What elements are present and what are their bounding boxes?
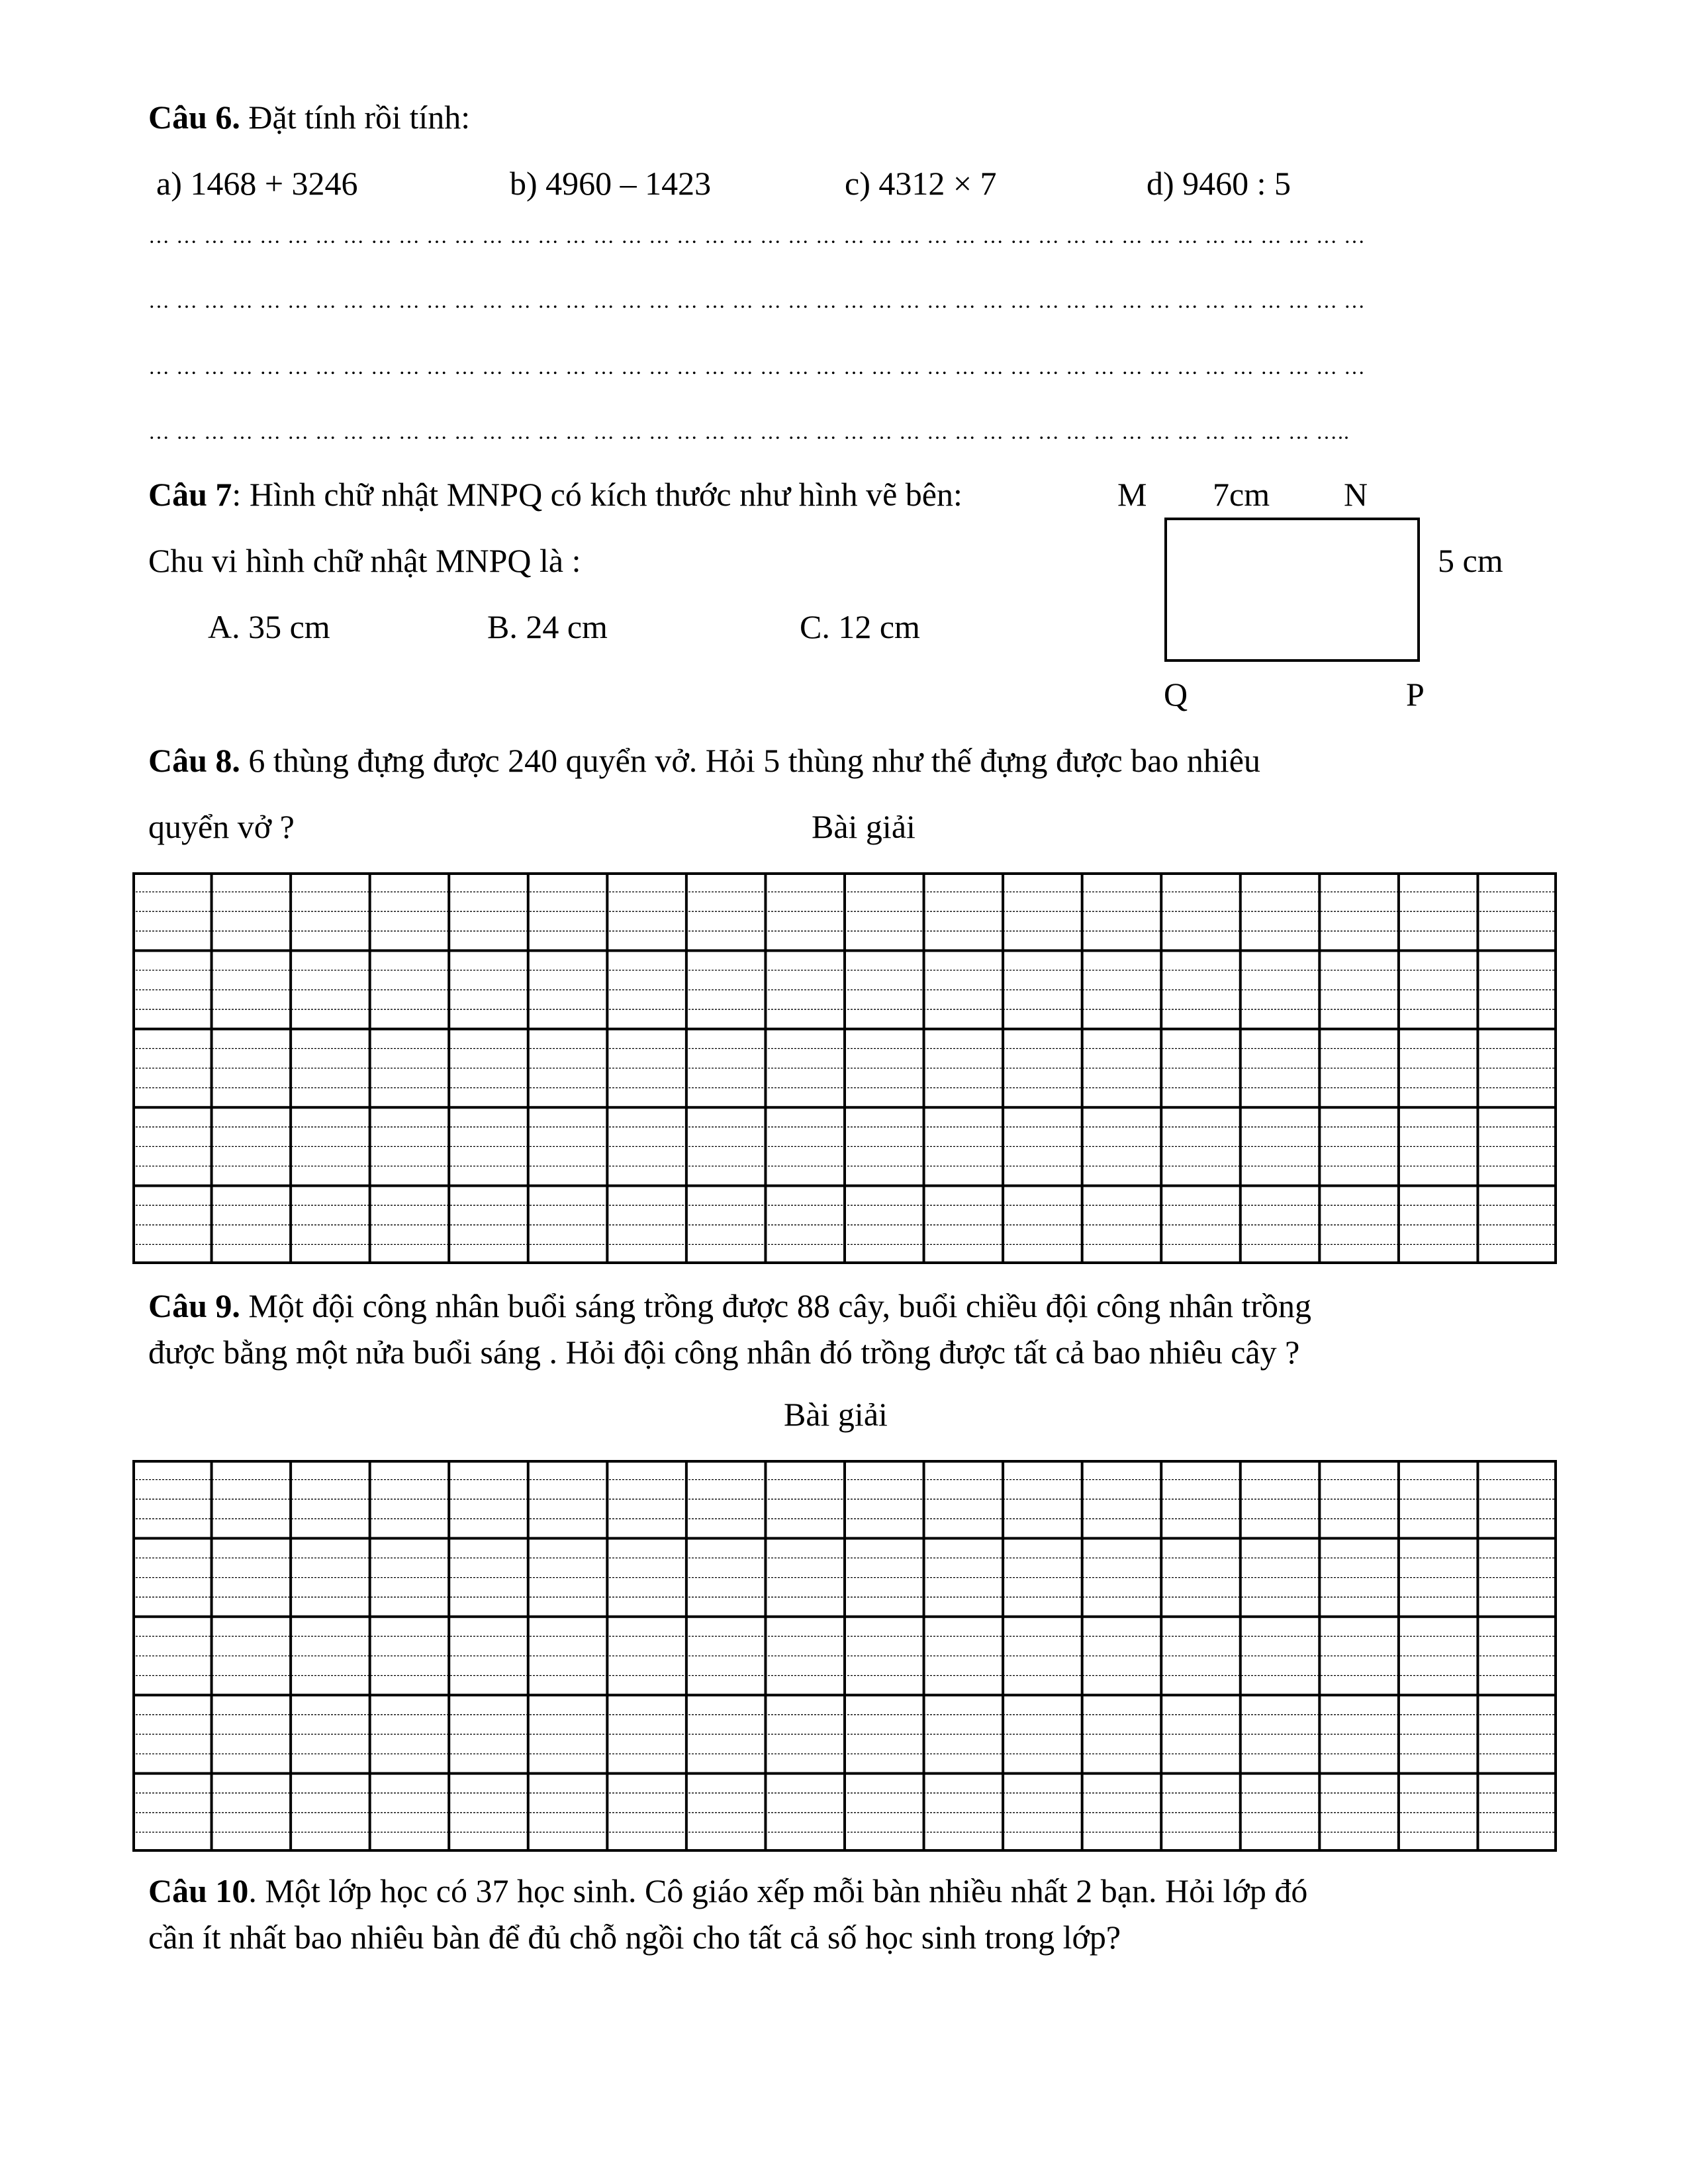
width-label: 7cm — [1213, 476, 1270, 513]
q7-option-b[interactable]: B. 24 cm — [487, 608, 608, 645]
q8-prompt-line1: 6 thùng đựng được 240 quyển vở. Hỏi 5 thùng như thế đựng được bao nhiêu — [240, 742, 1260, 779]
q6-item-d: d) 9460 : 5 — [1147, 165, 1291, 202]
q10-prompt-line1: . Một lớp học có 37 học sinh. Cô giáo xếp mỗi bàn nhiều nhất 2 bạn. Hỏi lớp đó — [248, 1872, 1308, 1909]
vertex-m-label: M — [1117, 476, 1147, 513]
q6-prompt: Đặt tính rồi tính: — [240, 99, 471, 136]
answer-dot-line[interactable]: … … … … … … … … … … … … … … … … … … … … … … … … … … … … … … … … … … … … … … … … … … … … — [148, 225, 1366, 246]
answer-dot-line[interactable]: … … … … … … … … … … … … … … … … … … … … … … … … … … … … … … … … … … … … … … … … … … ….. — [148, 421, 1350, 442]
q9-title — [148, 1289, 1311, 1322]
vertex-q-label: Q — [1164, 676, 1188, 713]
rectangle-mnpq — [1164, 518, 1420, 662]
q9-prompt-line1: Một đội công nhân buổi sáng trồng được 88 cây, buổi chiều đội công nhân trồng — [240, 1287, 1311, 1324]
writing-grid[interactable] — [132, 872, 1557, 1264]
q10-label: Câu 10 — [148, 1872, 249, 1909]
q8-label: Câu 8. — [148, 742, 240, 779]
answer-dot-line[interactable]: … … … … … … … … … … … … … … … … … … … … … … … … … … … … … … … … … … … … … … … … … … … … — [148, 356, 1366, 377]
q7-option-a[interactable]: A. 35 cm — [208, 608, 330, 645]
q7-option-c[interactable]: C. 12 cm — [800, 608, 920, 645]
q6-item-b: b) 4960 – 1423 — [510, 165, 712, 202]
q7-title — [148, 478, 962, 511]
q6-item-c: c) 4312 × 7 — [845, 165, 997, 202]
q7-label: Câu 7 — [148, 476, 232, 513]
q7-prompt: : Hình chữ nhật MNPQ có kích thước như hình vẽ bên: — [232, 476, 962, 513]
q10-title — [148, 1874, 1307, 1907]
writing-grid[interactable] — [132, 1460, 1557, 1852]
q10-prompt-line2: cần ít nhất bao nhiêu bàn để đủ chỗ ngồi cho tất cả số học sinh trong lớp? — [148, 1919, 1121, 1956]
q6-label: Câu 6. — [148, 99, 240, 136]
q8-prompt-line2: quyển vở ? — [148, 808, 295, 845]
q7-question: Chu vi hình chữ nhật MNPQ là : — [148, 542, 581, 579]
q8-solution-heading: Bài giải — [812, 808, 915, 845]
q9-prompt-line2: được bằng một nửa buổi sáng . Hỏi đội công nhân đó trồng được tất cả bao nhiêu cây ? — [148, 1334, 1300, 1371]
vertex-n-label: N — [1344, 476, 1368, 513]
q9-label: Câu 9. — [148, 1287, 240, 1324]
answer-dot-line[interactable]: … … … … … … … … … … … … … … … … … … … … … … … … … … … … … … … … … … … … … … … … … … … … — [148, 290, 1366, 311]
q8-title — [148, 744, 1260, 777]
height-label: 5 cm — [1438, 542, 1503, 579]
q6-item-a: a) 1468 + 3246 — [156, 165, 358, 202]
vertex-p-label: P — [1406, 676, 1425, 713]
q9-solution-heading: Bài giải — [784, 1396, 888, 1433]
q6-title — [148, 101, 470, 134]
